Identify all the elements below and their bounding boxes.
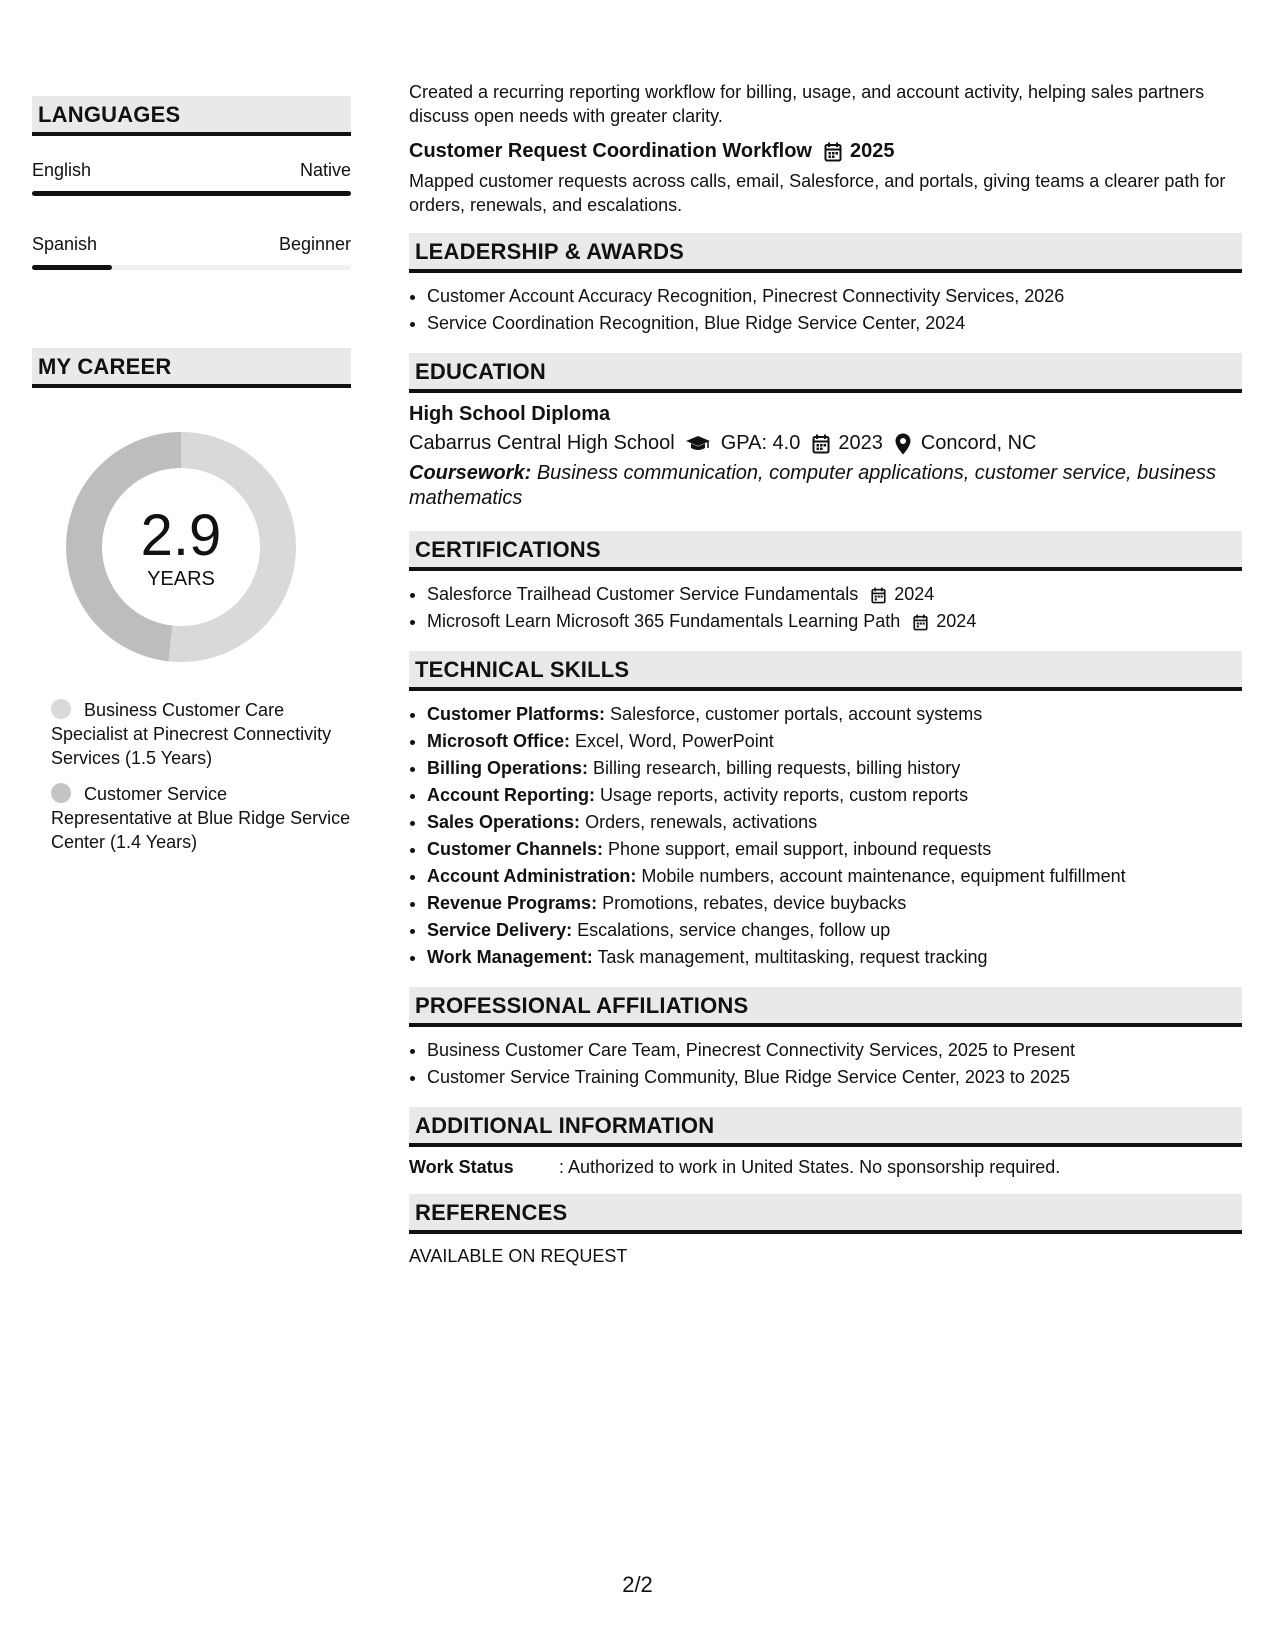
list-item xyxy=(427,944,1242,971)
list-item: • Service Coordination Recognition, Blue Ridge Service Center, 2024 xyxy=(427,310,1242,337)
awards-list xyxy=(409,283,1242,337)
list-item xyxy=(427,917,1242,944)
coursework-label: Coursework: xyxy=(409,462,532,484)
calendar-icon xyxy=(913,614,928,631)
skill-label: Work Management: xyxy=(427,947,593,967)
languages-heading: LANGUAGES xyxy=(32,96,351,136)
awards-heading: LEADERSHIP & AWARDS xyxy=(409,233,1242,273)
project-title: Customer Request Coordination Workflow xyxy=(409,140,812,162)
certification-name: Salesforce Trailhead Customer Service Fundamentals xyxy=(427,584,859,604)
list-item xyxy=(427,701,1242,728)
work-status-label: Work Status xyxy=(409,1157,514,1177)
coursework-text: Business communication, computer applications, customer service, business mathematics xyxy=(409,462,1217,509)
skill-label: Account Reporting: xyxy=(427,785,595,805)
language-proficiency-fill xyxy=(32,265,112,270)
additional-info-heading: ADDITIONAL INFORMATION xyxy=(409,1107,1242,1147)
legend-dot xyxy=(51,783,71,803)
calendar-icon xyxy=(871,587,886,604)
skills-section xyxy=(409,651,1242,971)
education-meta xyxy=(409,432,1242,455)
list-item xyxy=(427,863,1242,890)
education-degree: High School Diploma xyxy=(409,403,611,425)
career-years-unit: YEARS xyxy=(147,568,215,590)
project-year: 2025 xyxy=(849,140,895,162)
language-proficiency-fill xyxy=(32,191,351,196)
additional-info-section xyxy=(409,1107,1242,1178)
project-title-row xyxy=(409,140,1242,163)
career-heading: MY CAREER xyxy=(32,348,351,388)
list-item: • Customer Service Training Community, Blue Ridge Service Center, 2023 to 2025 xyxy=(427,1064,1242,1091)
affiliations-heading: PROFESSIONAL AFFILIATIONS xyxy=(409,987,1242,1027)
skill-value: Usage reports, activity reports, custom reports xyxy=(600,785,969,805)
skill-value: Task management, multitasking, request tracking xyxy=(597,947,988,967)
certifications-list xyxy=(409,581,1242,635)
skill-value: Escalations, service changes, follow up xyxy=(577,920,891,940)
list-item xyxy=(427,809,1242,836)
graduation-cap-icon xyxy=(685,435,711,453)
legend-label: Business Customer Care Specialist at Pinecrest Connectivity Services (1.5 Years) xyxy=(51,700,332,768)
list-item xyxy=(427,890,1242,917)
language-level: Native xyxy=(299,160,351,180)
list-item: • Business Customer Care Team, Pinecrest Connectivity Services, 2025 to Present xyxy=(427,1037,1242,1064)
language-name: Spanish xyxy=(32,234,98,254)
location-pin-icon xyxy=(895,433,911,455)
career-total-years: 2.9 xyxy=(140,503,222,568)
project-intro-text: Created a recurring reporting workflow for billing, usage, and account activity, helping sales partners discuss open needs with greater clarity. xyxy=(409,82,1205,126)
list-item xyxy=(427,608,1242,635)
certification-year: 2024 xyxy=(894,584,935,604)
skill-label: Sales Operations: xyxy=(427,812,581,832)
references-text: AVAILABLE ON REQUEST xyxy=(409,1246,628,1266)
language-proficiency-bar xyxy=(32,265,351,270)
donut-center xyxy=(66,432,296,662)
project-description: Mapped customer requests across calls, email, Salesforce, and portals, giving teams a clearer path for orders, renewals, and escalations. xyxy=(409,171,1226,215)
language-name: English xyxy=(32,160,92,180)
list-item xyxy=(427,581,1242,608)
skill-value: Orders, renewals, activations xyxy=(585,812,818,832)
skill-value: Promotions, rebates, device buybacks xyxy=(602,893,907,913)
skill-label: Customer Channels: xyxy=(427,839,604,859)
skill-value: Salesforce, customer portals, account systems xyxy=(610,704,983,724)
skill-label: Customer Platforms: xyxy=(427,704,606,724)
calendar-icon xyxy=(824,142,842,162)
legend-item xyxy=(51,698,351,770)
references-heading: REFERENCES xyxy=(409,1194,1242,1234)
education-section xyxy=(409,353,1242,511)
skill-label: Account Administration: xyxy=(427,866,637,886)
education-gpa: GPA: 4.0 xyxy=(720,432,801,454)
list-item xyxy=(427,782,1242,809)
language-proficiency-bar xyxy=(32,191,351,196)
references-section xyxy=(409,1194,1242,1268)
language-item xyxy=(32,160,351,196)
right-column xyxy=(409,80,1242,1268)
legend-label: Customer Service Representative at Blue Ridge Service Center (1.4 Years) xyxy=(51,784,351,852)
skills-heading: TECHNICAL SKILLS xyxy=(409,651,1242,691)
calendar-icon xyxy=(812,434,830,454)
education-location: Concord, NC xyxy=(920,432,1037,454)
education-school: Cabarrus Central High School xyxy=(409,432,675,454)
certification-name: Microsoft Learn Microsoft 365 Fundamentals Learning Path xyxy=(427,611,901,631)
awards-section xyxy=(409,233,1242,337)
skill-label: Microsoft Office: xyxy=(427,731,571,751)
education-year: 2023 xyxy=(838,432,883,454)
skill-value: Mobile numbers, account maintenance, equipment fulfillment xyxy=(641,866,1126,886)
certification-year: 2024 xyxy=(936,611,977,631)
skill-value: Phone support, email support, inbound requests xyxy=(608,839,992,859)
list-item xyxy=(427,755,1242,782)
skill-label: Revenue Programs: xyxy=(427,893,598,913)
list-item xyxy=(427,728,1242,755)
skill-value: Billing research, billing requests, billing history xyxy=(593,758,961,778)
career-legend xyxy=(32,698,351,854)
language-item xyxy=(32,234,351,270)
certifications-section xyxy=(409,531,1242,635)
education-heading: EDUCATION xyxy=(409,353,1242,393)
page-number: 2/2 xyxy=(622,1572,653,1597)
legend-dot xyxy=(51,699,71,719)
affiliations-list xyxy=(409,1037,1242,1091)
skill-value: Excel, Word, PowerPoint xyxy=(575,731,774,751)
certifications-heading: CERTIFICATIONS xyxy=(409,531,1242,571)
list-item xyxy=(427,836,1242,863)
work-status-value: : Authorized to work in United States. No sponsorship required. xyxy=(559,1157,1061,1177)
education-coursework xyxy=(409,461,1242,511)
skill-label: Billing Operations: xyxy=(427,758,589,778)
career-donut-chart xyxy=(66,432,296,662)
list-item: • Customer Account Accuracy Recognition, Pinecrest Connectivity Services, 2026 xyxy=(427,283,1242,310)
affiliations-section xyxy=(409,987,1242,1091)
legend-item xyxy=(51,782,351,854)
language-level: Beginner xyxy=(278,234,351,254)
skills-list xyxy=(409,701,1242,971)
work-status-row xyxy=(409,1157,1242,1178)
left-column xyxy=(32,96,351,866)
skill-label: Service Delivery: xyxy=(427,920,573,940)
